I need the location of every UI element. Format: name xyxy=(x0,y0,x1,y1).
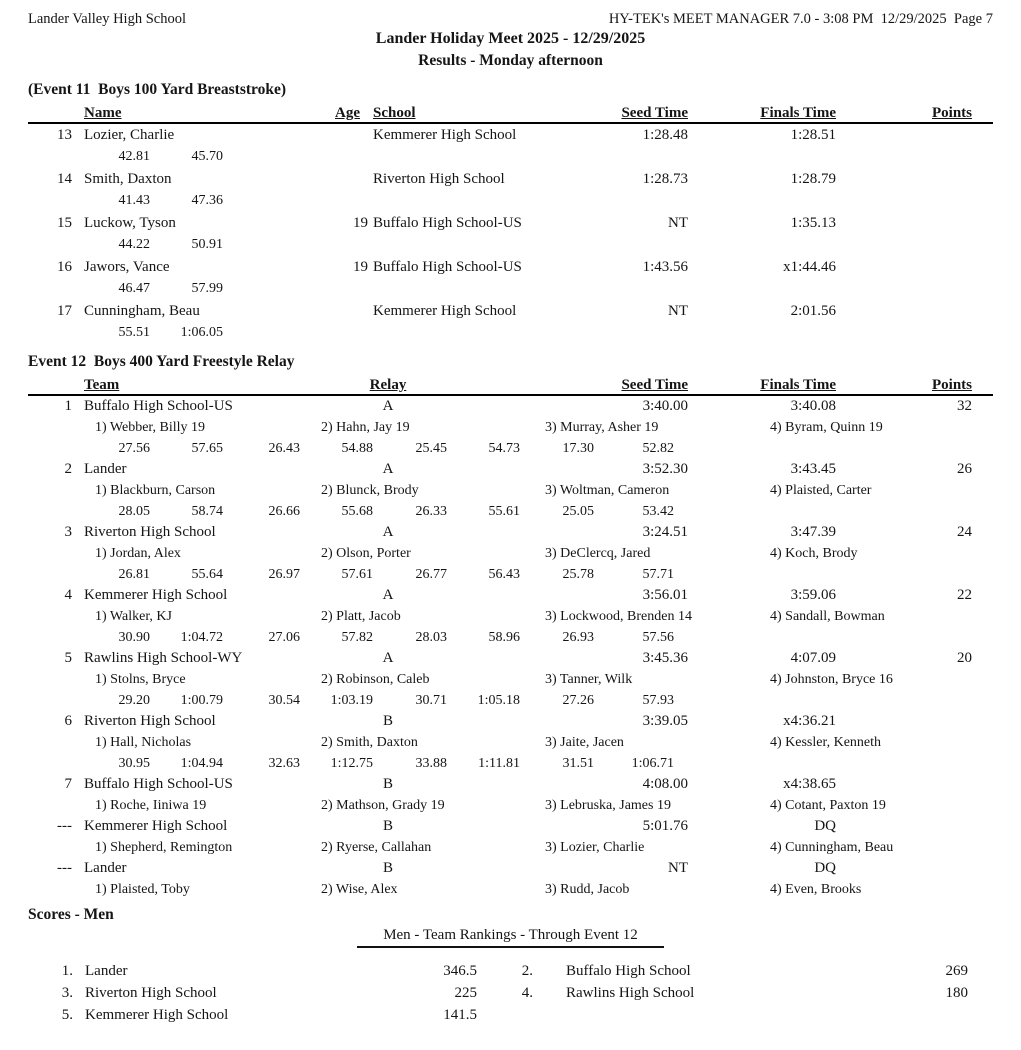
split: 26.97 xyxy=(268,567,300,582)
finals-time: 3:40.08 xyxy=(790,398,836,414)
rank: 2. xyxy=(521,963,533,979)
finals-time: 4:07.09 xyxy=(790,650,836,666)
split: 28.03 xyxy=(415,630,447,645)
relay-letter: B xyxy=(382,713,393,729)
split: 26.43 xyxy=(268,441,300,456)
school: Kemmerer High School xyxy=(373,127,517,143)
place: 1 xyxy=(64,398,72,414)
event-12-header-row xyxy=(0,374,1021,396)
rank: 5. xyxy=(61,1007,73,1023)
place: 14 xyxy=(57,171,72,187)
split: 57.56 xyxy=(642,630,674,645)
relay-row xyxy=(0,711,1021,732)
relay-swimmer: 1) Plaisted, Toby xyxy=(95,882,190,897)
relay-swimmer: 2) Robinson, Caleb xyxy=(321,672,430,687)
result-row xyxy=(0,124,1021,146)
split: 32.63 xyxy=(268,756,300,771)
ranking-row xyxy=(0,960,1021,982)
relay-row xyxy=(0,396,1021,417)
event-11-header-row xyxy=(0,102,1021,124)
place: 7 xyxy=(64,776,72,792)
split: 26.66 xyxy=(268,504,300,519)
col-age: Age xyxy=(335,105,360,121)
relay-swimmer: 2) Hahn, Jay 19 xyxy=(321,420,410,435)
col-points: Points xyxy=(931,105,972,121)
split: 26.33 xyxy=(415,504,447,519)
split: 1:05.18 xyxy=(477,693,520,708)
swimmer-name: Jawors, Vance xyxy=(84,259,170,275)
split: 29.20 xyxy=(118,693,150,708)
split: 31.51 xyxy=(562,756,594,771)
team-name: Buffalo High School-US xyxy=(84,776,233,792)
split: 1:00.79 xyxy=(180,693,223,708)
split: 47.36 xyxy=(191,193,223,208)
finals-time: 3:59.06 xyxy=(790,587,836,603)
points: 22 xyxy=(957,587,972,603)
split: 52.82 xyxy=(642,441,674,456)
seed-time: 5:01.76 xyxy=(642,818,688,834)
relay-swimmer: 1) Roche, Iiniwa 19 xyxy=(95,798,207,813)
seed-time: 3:24.51 xyxy=(642,524,688,540)
relay-swimmer: 4) Sandall, Bowman xyxy=(770,609,885,624)
split: 46.47 xyxy=(118,281,150,296)
split: 57.93 xyxy=(642,693,674,708)
host-school: Lander Valley High School xyxy=(28,11,186,27)
result-row xyxy=(0,300,1021,322)
relay-swimmer: 4) Cunningham, Beau xyxy=(770,840,894,855)
place: --- xyxy=(57,818,72,834)
split: 58.74 xyxy=(191,504,223,519)
finals-time: 3:47.39 xyxy=(790,524,836,540)
relay-swimmer: 1) Hall, Nicholas xyxy=(95,735,192,750)
team-name: Buffalo High School-US xyxy=(84,398,233,414)
col-finals-time: Finals Time xyxy=(760,377,836,393)
team-name: Lander xyxy=(84,461,127,477)
swimmer-age: 19 xyxy=(353,215,368,231)
split: 1:03.19 xyxy=(330,693,373,708)
meet-title: Lander Holiday Meet 2025 - 12/29/2025 xyxy=(375,30,646,47)
relay-swimmer: 4) Even, Brooks xyxy=(770,882,862,897)
split: 30.95 xyxy=(118,756,150,771)
points: 26 xyxy=(957,461,972,477)
finals-time: x1:44.46 xyxy=(783,259,836,275)
points: 24 xyxy=(957,524,972,540)
place: 4 xyxy=(64,587,72,603)
relay-swimmer: 2) Wise, Alex xyxy=(321,882,398,897)
event-11-title: (Event 11 Boys 100 Yard Breaststroke) xyxy=(28,81,287,98)
seed-time: 4:08.00 xyxy=(642,776,688,792)
swimmer-name: Smith, Daxton xyxy=(84,171,172,187)
split: 1:11.81 xyxy=(478,756,520,771)
split: 57.82 xyxy=(341,630,373,645)
relay-row xyxy=(0,774,1021,795)
place: --- xyxy=(57,860,72,876)
relay-swimmer: 3) Lockwood, Brenden 14 xyxy=(545,609,692,624)
relay-swimmers-row xyxy=(0,606,1021,627)
split: 27.56 xyxy=(118,441,150,456)
swimmer-name: Cunningham, Beau xyxy=(84,303,200,319)
splits-row xyxy=(0,146,1021,168)
split: 33.88 xyxy=(415,756,447,771)
school: Kemmerer High School xyxy=(373,303,517,319)
split: 25.45 xyxy=(415,441,447,456)
seed-time: 3:45.36 xyxy=(642,650,688,666)
split: 26.81 xyxy=(118,567,150,582)
seed-time: NT xyxy=(668,215,688,231)
split: 25.05 xyxy=(562,504,594,519)
split: 50.91 xyxy=(191,237,223,252)
split: 55.51 xyxy=(118,325,150,340)
relay-swimmer: 3) Murray, Asher 19 xyxy=(545,420,659,435)
seed-time: NT xyxy=(668,860,688,876)
team-name: Lander xyxy=(84,860,127,876)
relay-swimmer: 2) Blunck, Brody xyxy=(321,483,419,498)
seed-time: 3:56.01 xyxy=(642,587,688,603)
split: 41.43 xyxy=(118,193,150,208)
relay-letter: B xyxy=(382,818,393,834)
relay-swimmers-row xyxy=(0,669,1021,690)
relay-row xyxy=(0,816,1021,837)
splits-row xyxy=(0,234,1021,256)
relay-swimmers-row xyxy=(0,732,1021,753)
rank: 1. xyxy=(61,963,73,979)
split: 57.71 xyxy=(642,567,674,582)
split: 27.06 xyxy=(268,630,300,645)
relay-swimmer: 2) Ryerse, Callahan xyxy=(321,840,432,855)
relay-swimmer: 2) Smith, Daxton xyxy=(321,735,418,750)
splits-row xyxy=(0,501,1021,522)
split: 27.26 xyxy=(562,693,594,708)
relay-letter: A xyxy=(382,461,394,477)
split: 30.71 xyxy=(415,693,447,708)
seed-time: 1:28.48 xyxy=(642,127,688,143)
split: 54.88 xyxy=(341,441,373,456)
team-name: Riverton High School xyxy=(85,985,217,1001)
relay-swimmer: 4) Johnston, Bryce 16 xyxy=(770,672,893,687)
seed-time: 3:40.00 xyxy=(642,398,688,414)
relay-swimmer: 3) Jaite, Jacen xyxy=(545,735,624,750)
place: 6 xyxy=(64,713,72,729)
place: 2 xyxy=(64,461,72,477)
finals-time: 2:01.56 xyxy=(790,303,836,319)
finals-time: 1:28.51 xyxy=(790,127,836,143)
split: 28.05 xyxy=(118,504,150,519)
place: 3 xyxy=(64,524,72,540)
relay-row xyxy=(0,585,1021,606)
split: 45.70 xyxy=(191,149,223,164)
team-score: 180 xyxy=(945,985,968,1001)
team-name: Lander xyxy=(85,963,128,979)
team-name: Buffalo High School xyxy=(566,963,691,979)
splits-row xyxy=(0,564,1021,585)
relay-swimmers-row xyxy=(0,837,1021,858)
col-points: Points xyxy=(931,377,972,393)
splits-row xyxy=(0,690,1021,711)
relay-swimmer: 2) Olson, Porter xyxy=(321,546,411,561)
relay-swimmer: 2) Mathson, Grady 19 xyxy=(321,798,445,813)
seed-time: 3:52.30 xyxy=(642,461,688,477)
split: 57.61 xyxy=(341,567,373,582)
relay-swimmer: 1) Stolns, Bryce xyxy=(95,672,186,687)
relay-swimmer: 4) Byram, Quinn 19 xyxy=(770,420,883,435)
result-row xyxy=(0,168,1021,190)
split: 30.90 xyxy=(118,630,150,645)
relay-swimmer: 4) Kessler, Kenneth xyxy=(770,735,882,750)
relay-swimmer: 3) Woltman, Cameron xyxy=(545,483,670,498)
relay-swimmer: 1) Walker, KJ xyxy=(95,609,172,624)
relay-letter: A xyxy=(382,650,394,666)
splits-row xyxy=(0,190,1021,212)
split: 42.81 xyxy=(118,149,150,164)
split: 58.96 xyxy=(488,630,520,645)
points: 32 xyxy=(957,398,972,414)
event-12-title: Event 12 Boys 400 Yard Freestyle Relay xyxy=(28,353,295,370)
finals-time: 3:43.45 xyxy=(790,461,836,477)
splits-row xyxy=(0,438,1021,459)
result-row xyxy=(0,256,1021,278)
relay-swimmer: 3) Tanner, Wilk xyxy=(545,672,633,687)
team-name: Kemmerer High School xyxy=(85,1007,229,1023)
swimmer-age: 19 xyxy=(353,259,368,275)
ranking-row xyxy=(0,1004,1021,1026)
relay-letter: A xyxy=(382,398,394,414)
swimmer-name: Lozier, Charlie xyxy=(84,127,175,143)
split: 53.42 xyxy=(642,504,674,519)
split: 44.22 xyxy=(118,237,150,252)
rank: 4. xyxy=(521,985,533,1001)
split: 54.73 xyxy=(488,441,520,456)
relay-swimmer: 1) Blackburn, Carson xyxy=(95,483,216,498)
split: 55.68 xyxy=(341,504,373,519)
scores-men-title: Scores - Men xyxy=(28,906,114,923)
relay-swimmers-row xyxy=(0,543,1021,564)
relay-swimmer: 1) Shepherd, Remington xyxy=(95,840,233,855)
split: 26.77 xyxy=(415,567,447,582)
split: 57.99 xyxy=(191,281,223,296)
split: 30.54 xyxy=(268,693,300,708)
relay-swimmer: 4) Koch, Brody xyxy=(770,546,858,561)
relay-swimmers-row xyxy=(0,417,1021,438)
team-name: Riverton High School xyxy=(84,713,216,729)
finals-time: DQ xyxy=(814,860,836,876)
points: 20 xyxy=(957,650,972,666)
team-name: Rawlins High School-WY xyxy=(84,650,243,666)
split: 56.43 xyxy=(488,567,520,582)
place: 5 xyxy=(64,650,72,666)
team-score: 346.5 xyxy=(443,963,477,979)
col-relay: Relay xyxy=(369,377,407,393)
splits-row xyxy=(0,322,1021,344)
relay-letter: A xyxy=(382,587,394,603)
relay-swimmer: 4) Cotant, Paxton 19 xyxy=(770,798,886,813)
splits-row xyxy=(0,278,1021,300)
col-team: Team xyxy=(84,377,120,393)
team-name: Kemmerer High School xyxy=(84,587,228,603)
relay-swimmers-row xyxy=(0,879,1021,900)
finals-time: x4:36.21 xyxy=(783,713,836,729)
split: 55.61 xyxy=(488,504,520,519)
school: Buffalo High School-US xyxy=(373,259,522,275)
school: Buffalo High School-US xyxy=(373,215,522,231)
team-name: Riverton High School xyxy=(84,524,216,540)
relay-row xyxy=(0,858,1021,879)
relay-letter: B xyxy=(382,860,393,876)
swimmer-name: Luckow, Tyson xyxy=(84,215,176,231)
splits-row xyxy=(0,753,1021,774)
team-rankings-heading xyxy=(0,926,1021,954)
split: 1:04.72 xyxy=(180,630,223,645)
team-name: Kemmerer High School xyxy=(84,818,228,834)
split: 26.93 xyxy=(562,630,594,645)
software-stamp: HY-TEK's MEET MANAGER 7.0 - 3:08 PM 12/29/2025 Page 7 xyxy=(608,11,993,27)
relay-swimmer: 3) Rudd, Jacob xyxy=(545,882,630,897)
split: 55.64 xyxy=(191,567,223,582)
relay-letter: B xyxy=(382,776,393,792)
result-row xyxy=(0,212,1021,234)
finals-time: 1:35.13 xyxy=(790,215,836,231)
split: 57.65 xyxy=(191,441,223,456)
col-name: Name xyxy=(84,105,122,121)
team-score: 141.5 xyxy=(443,1007,477,1023)
col-finals-time: Finals Time xyxy=(760,105,836,121)
team-score: 269 xyxy=(945,963,968,979)
split: 1:12.75 xyxy=(330,756,373,771)
splits-row xyxy=(0,627,1021,648)
seed-time: 1:43.56 xyxy=(642,259,688,275)
place: 17 xyxy=(57,303,72,319)
relay-swimmers-row xyxy=(0,795,1021,816)
finals-time: x4:38.65 xyxy=(783,776,836,792)
split: 1:06.05 xyxy=(180,325,223,340)
col-school: School xyxy=(373,105,416,121)
col-seed-time: Seed Time xyxy=(621,377,688,393)
split: 1:04.94 xyxy=(180,756,223,771)
seed-time: NT xyxy=(668,303,688,319)
relay-letter: A xyxy=(382,524,394,540)
team-rankings-heading-text: Men - Team Rankings - Through Event 12 xyxy=(357,927,664,948)
relay-swimmer: 1) Webber, Billy 19 xyxy=(95,420,206,435)
place: 16 xyxy=(57,259,72,275)
seed-time: 1:28.73 xyxy=(642,171,688,187)
place: 15 xyxy=(57,215,72,231)
relay-swimmer: 3) DeClercq, Jared xyxy=(545,546,651,561)
relay-swimmer: 4) Plaisted, Carter xyxy=(770,483,872,498)
split: 1:06.71 xyxy=(631,756,674,771)
relay-swimmers-row xyxy=(0,480,1021,501)
ranking-row xyxy=(0,982,1021,1004)
page-meta-row xyxy=(0,10,1021,28)
team-score: 225 xyxy=(454,985,477,1001)
place: 13 xyxy=(57,127,72,143)
relay-row xyxy=(0,522,1021,543)
split: 25.78 xyxy=(562,567,594,582)
relay-swimmer: 3) Lozier, Charlie xyxy=(545,840,645,855)
finals-time: DQ xyxy=(814,818,836,834)
relay-row xyxy=(0,459,1021,480)
team-rankings-table xyxy=(0,960,1021,1026)
split: 17.30 xyxy=(562,441,594,456)
school: Riverton High School xyxy=(373,171,505,187)
relay-row xyxy=(0,648,1021,669)
rank: 3. xyxy=(61,985,73,1001)
session-subtitle: Results - Monday afternoon xyxy=(418,52,603,69)
col-seed-time: Seed Time xyxy=(621,105,688,121)
team-name: Rawlins High School xyxy=(566,985,695,1001)
relay-swimmer: 1) Jordan, Alex xyxy=(95,546,181,561)
finals-time: 1:28.79 xyxy=(790,171,836,187)
relay-swimmer: 3) Lebruska, James 19 xyxy=(545,798,671,813)
seed-time: 3:39.05 xyxy=(642,713,688,729)
relay-swimmer: 2) Platt, Jacob xyxy=(321,609,401,624)
